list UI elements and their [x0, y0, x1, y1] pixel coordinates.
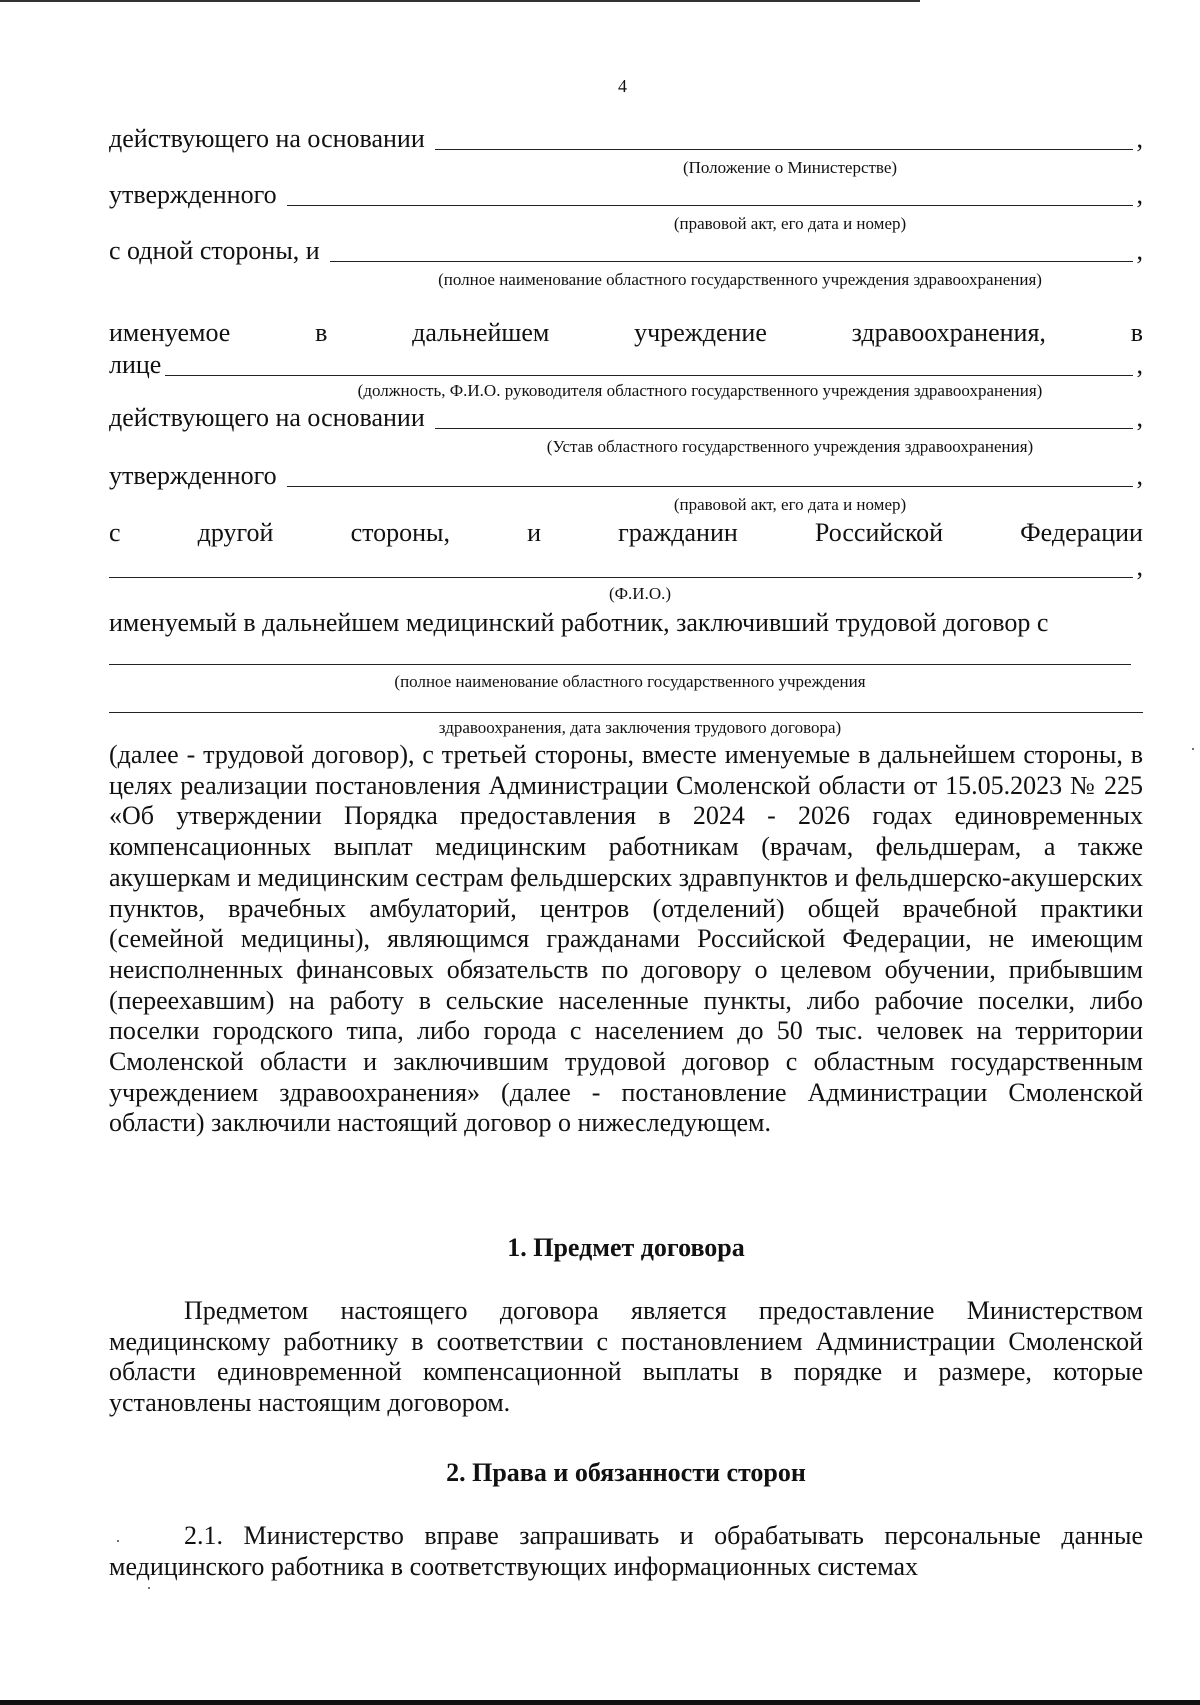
scan-edge-top: [0, 0, 920, 2]
word: в: [1130, 318, 1143, 347]
comma: ,: [1136, 124, 1143, 153]
word: и: [527, 518, 542, 547]
comma: ,: [1136, 180, 1143, 209]
approved-line-1: [109, 180, 1143, 210]
acting-basis-line-2: [109, 403, 1143, 433]
in-person-line: [109, 350, 1143, 380]
named-worker-line: именуемый в дальнейшем медицинский работник, заключивший трудовой договор с: [109, 608, 1049, 637]
in-person-label: лице: [109, 350, 162, 379]
blank-line: [165, 353, 1132, 376]
approved-line-2: [109, 461, 1143, 491]
blank-line: [109, 712, 1143, 713]
blank-line: [287, 464, 1133, 487]
blank-line: [435, 127, 1133, 150]
other-side-line: [109, 518, 1143, 548]
one-side-line: [109, 236, 1143, 266]
blank-line: [330, 239, 1133, 262]
word: Федерации: [1020, 518, 1143, 547]
word: гражданин: [618, 518, 738, 547]
section-1-title: 1. Предмет договора: [507, 1233, 745, 1262]
word: Российской: [814, 518, 944, 547]
blank-line: [109, 555, 1133, 578]
acting-basis-label-1: действующего на основании: [109, 124, 425, 153]
approved-label-2: утвержденного: [109, 461, 277, 490]
section-2-text: 2.1. Министерство вправе запрашивать и обрабатывать персональные данные медицинского работника в соответствующих информационных системах: [109, 1521, 1143, 1581]
comma: ,: [1136, 461, 1143, 490]
preamble-paragraph: (далее - трудовой договор), с третьей стороны, вместе именуемые в дальнейшем стороны, в целях реализации постановления Администрации Смоленской области от 15.05.2023 № 225 «Об утверждении Порядка предоставления в 2024 - 2026 годах единовременных компенсационных выплат медицинским работникам (врачам, фельдшерам, а также акушеркам и медицинским сестрам фельдшерских здравпунктов и фельдшерско-акушерских пунктов, врачебных амбулаторий, центров (отделений) общей врачебной практики (семейной медицины), являющимся гражданами Российской Федерации, не имеющим неисполненных финансовых обязательств по договору о целевом обучении, прибывшим (переехавшим) на работу в сельские населенные пункты, либо рабочие поселки, либо поселки городского типа, либо города с населением до 50 тыс. человек на территории Смоленской области и заключившим трудовой договор с областным государственным учреждением здравоохранения» (далее - постановление Администрации Смоленской области) заключили настоящий договор о нижеследующем.: [109, 740, 1143, 1138]
comma: ,: [1136, 350, 1143, 379]
caption-institution-name: (полное наименование областного государственного учреждения здравоохранения): [438, 270, 1042, 289]
caption-regulation: (Положение о Министерстве): [682, 158, 898, 177]
scan-speck: [148, 1587, 150, 1589]
word: с: [109, 518, 121, 547]
scan-speck: [117, 1540, 119, 1542]
blank-line: [109, 664, 1131, 665]
blank-line: [435, 406, 1133, 429]
caption-fio: (Ф.И.О.): [608, 584, 672, 603]
page-number: 4: [618, 76, 627, 96]
named-line: [109, 318, 1143, 348]
word: другой: [197, 518, 274, 547]
section-2-title: 2. Права и обязанности сторон: [446, 1458, 806, 1487]
caption-charter: (Устав областного государственного учреждения здравоохранения): [546, 437, 1034, 456]
acting-basis-line-1: [109, 124, 1143, 154]
fio-line: [109, 552, 1143, 582]
caption-institution-2: здравоохранения, дата заключения трудового договора): [438, 718, 842, 737]
caption-legal-act-2: (правовой акт, его дата и номер): [673, 495, 907, 514]
comma: ,: [1136, 552, 1143, 581]
comma: ,: [1136, 403, 1143, 432]
acting-basis-label-2: действующего на основании: [109, 403, 425, 432]
section-1-text: Предметом настоящего договора является предоставление Министерством медицинскому работнику в соответствии с постановлением Администрации Смоленской области единовременной компенсационной выплаты в порядке и размере, которые установлены настоящим договором.: [109, 1296, 1143, 1418]
word: в: [315, 318, 328, 347]
caption-head-position: (должность, Ф.И.О. руководителя областного государственного учреждения здравоохранения): [357, 381, 1043, 400]
approved-label-1: утвержденного: [109, 180, 277, 209]
comma: ,: [1136, 236, 1143, 265]
caption-legal-act-1: (правовой акт, его дата и номер): [673, 214, 907, 233]
one-side-label: с одной стороны, и: [109, 236, 320, 265]
word: учреждение: [634, 318, 767, 347]
scan-speck: [1192, 748, 1194, 750]
word: дальнейшем: [412, 318, 550, 347]
word: именуемое: [109, 318, 231, 347]
scan-edge-bottom: [0, 1700, 1200, 1705]
word: стороны,: [350, 518, 451, 547]
word: здравоохранения,: [851, 318, 1046, 347]
caption-institution-1: (полное наименование областного государственного учреждения: [394, 672, 866, 691]
blank-line: [287, 183, 1133, 206]
